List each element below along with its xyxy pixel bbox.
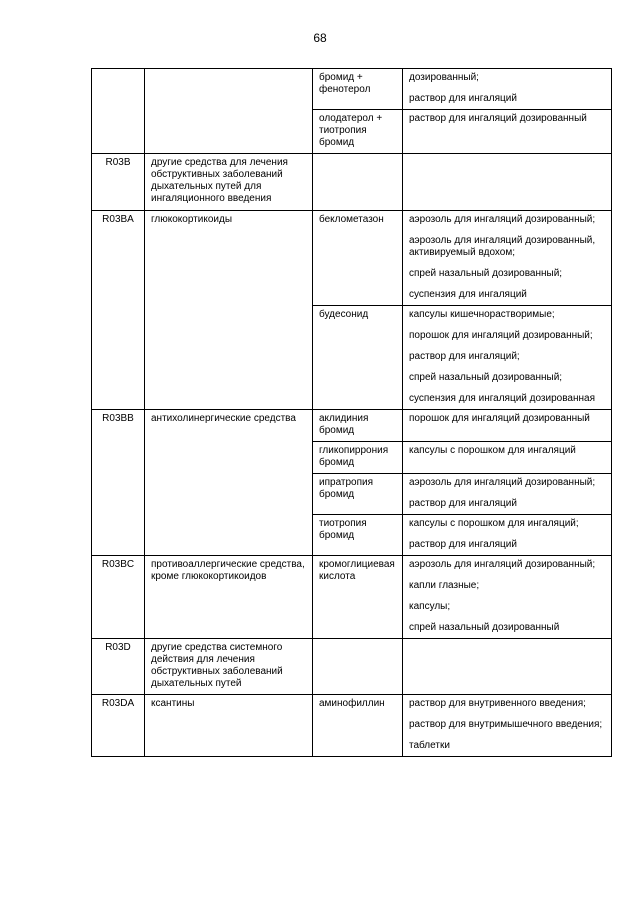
dosage-form: порошок для ингаляций дозированный; [409,330,593,341]
group-name: ксантины [151,698,195,709]
atc-code: R03BA [102,214,134,225]
drug-name [313,639,402,646]
drug-name: ипратропия бромид [319,477,374,500]
drug-name-cell [313,442,403,474]
dosage-form: спрей назальный дозированный; [409,372,563,383]
table-row [92,556,612,639]
dosage-form: раствор для ингаляций дозированный [409,113,587,124]
atc-code-cell [92,154,145,211]
dosage-forms-cell [403,442,612,474]
atc-code-cell [92,639,145,695]
drug-name: кромоглициевая кислота [319,559,395,582]
atc-code-cell [92,69,145,154]
drug-name: тиотропия бромид [319,518,367,541]
atc-code: R03BC [101,559,135,570]
drug-name-cell [313,69,403,110]
dosage-form: капсулы кишечнорастворимые; [409,309,555,320]
dosage-forms-cell [403,556,612,639]
dosage-forms-cell [403,154,612,211]
group-name: другие средства для лечения обструктивных заболеваний дыхательных путей для ингаляционного введения [151,157,288,204]
drug-name-cell [313,639,403,695]
drug-name: аклидиния бромид [319,413,369,436]
dosage-form: спрей назальный дозированный [409,622,560,633]
dosage-forms-cell [403,410,612,442]
dosage-form: аэрозоль для ингаляций дозированный; [409,214,596,225]
drug-name: аминофиллин [319,698,385,709]
group-name: антихолинергические средства [151,413,296,424]
atc-code-cell [92,410,145,556]
group-cell [145,154,313,211]
group-cell [145,556,313,639]
dosage-forms-cell [403,695,612,757]
table-row [92,69,612,110]
drug-table [91,68,612,757]
dosage-form: спрей назальный дозированный; [409,268,563,279]
group-cell [145,211,313,410]
drug-name-cell [313,410,403,442]
dosage-form: капсулы; [409,601,451,612]
group-name: другие средства системного действия для лечения обструктивных заболеваний дыхательных путей [151,642,283,689]
table-row [92,154,612,211]
dosage-forms-cell [403,515,612,556]
atc-code: R03DA [101,698,135,709]
dosage-form: аэрозоль для ингаляций дозированный; [409,559,596,570]
group-name [145,69,312,76]
group-name: противоаллергические средства, кроме глюкокортикоидов [151,559,305,582]
drug-name: беклометазон [319,214,384,225]
atc-code-cell [92,211,145,410]
dosage-form: порошок для ингаляций дозированный [409,413,590,424]
atc-code [92,69,144,76]
drug-name-cell [313,110,403,154]
group-cell [145,69,313,154]
dosage-form: капли глазные; [409,580,480,591]
dosage-forms-cell [403,306,612,410]
dosage-form: аэрозоль для ингаляций дозированный; [409,477,596,488]
dosage-form: раствор для ингаляций; [409,351,520,362]
drug-name: бромид + фенотерол [319,72,371,95]
dosage-form: раствор для внутривенного введения; [409,698,586,709]
table-row [92,211,612,306]
table-row [92,695,612,757]
dosage-forms-cell [403,211,612,306]
page-number: 68 [313,31,327,45]
group-cell [145,695,313,757]
dosage-form: раствор для внутримышечного введения; [409,719,603,730]
dosage-forms-cell [403,110,612,154]
atc-code: R03D [105,642,131,653]
group-cell [145,639,313,695]
drug-name-cell [313,306,403,410]
dosage-form: капсулы с порошком для ингаляций; [409,518,579,529]
dosage-form: раствор для ингаляций [409,498,517,509]
dosage-form: суспензия для ингаляций [409,289,527,300]
drug-name-cell [313,695,403,757]
dosage-form: аэрозоль для ингаляций дозированный, активируемый вдохом; [409,235,596,258]
table-row [92,639,612,695]
dosage-forms-cell [403,69,612,110]
dosage-form: таблетки [409,740,450,751]
drug-name-cell [313,474,403,515]
drug-name-cell [313,556,403,639]
dosage-form: раствор для ингаляций [409,93,517,104]
drug-name: будесонид [319,309,369,320]
dosage-forms-cell [403,474,612,515]
atc-code: R03BB [102,413,134,424]
drug-name [313,154,402,161]
atc-code: R03B [105,157,131,168]
group-cell [145,410,313,556]
dosage-forms-cell [403,639,612,695]
drug-name: гликопиррония бромид [319,445,389,468]
drug-name: олодатерол + тиотропия бромид [319,113,383,148]
dosage-form: суспензия для ингаляций дозированная [409,393,596,404]
table-row [92,410,612,442]
dosage-form: дозированный; [409,72,479,83]
atc-code-cell [92,695,145,757]
drug-name-cell [313,154,403,211]
group-name: глюкокортикоиды [151,214,233,225]
dosage-form: капсулы с порошком для ингаляций [409,445,576,456]
atc-code-cell [92,556,145,639]
dosage-form: раствор для ингаляций [409,539,517,550]
drug-name-cell [313,211,403,306]
drug-name-cell [313,515,403,556]
